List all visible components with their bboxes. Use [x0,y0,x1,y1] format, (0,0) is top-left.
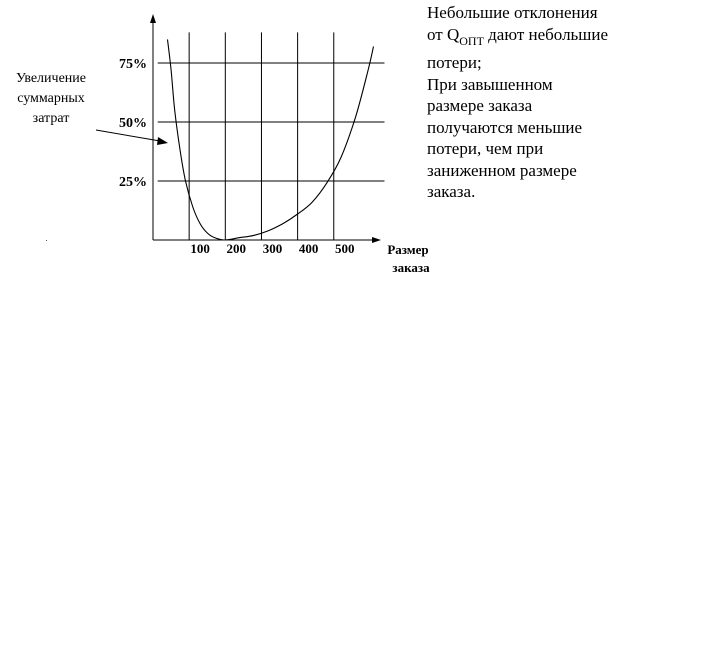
y-tick-label: 25% [119,175,147,190]
x-tick-label: 400 [298,241,319,256]
note-line-6: получаются меньшие [427,117,583,137]
note-line-5: размере заказа [427,96,533,115]
note-line-2-pre: от Q [427,24,460,44]
note-line-2-sub: ОПТ [459,33,484,48]
note-line-2 [427,24,727,53]
axes [150,14,381,243]
tick-labels [119,57,355,256]
ylabel-line-2: суммарных [17,91,85,106]
series-line-total-cost [168,39,374,240]
gridlines [158,32,385,240]
stray-dot [46,240,47,241]
x-tick-label: 500 [335,241,355,256]
ylabel-line-3: затрат [32,111,70,126]
x-tick-label: 100 [190,241,210,256]
note-line-4: При завышенном [427,74,553,94]
x-tick-label: 200 [226,241,247,256]
series-group [168,39,374,240]
note-line-1: Небольшие отклонения [427,3,598,22]
y-tick-label: 75% [119,57,147,72]
note-line-8: заниженном размере [427,160,577,180]
note-line-2-post: дают небольшие [483,24,609,44]
x-tick-label: 300 [262,241,283,256]
callout-arrow-head [157,137,168,145]
xlabel-line-2: заказа [392,260,430,275]
annotation-note [427,2,727,203]
x-axis-arrow [372,237,381,243]
y-axis-arrow [150,14,156,23]
note-line-9: заказа. [427,182,476,201]
callout-arrow-line [96,130,160,141]
y-tick-label: 50% [119,116,147,131]
ylabel-line-1: Увеличение [15,71,87,86]
note-line-3: потери; [427,53,482,72]
note-line-7: потери, чем при [427,139,544,158]
xlabel-line-1: Размер [387,242,429,257]
